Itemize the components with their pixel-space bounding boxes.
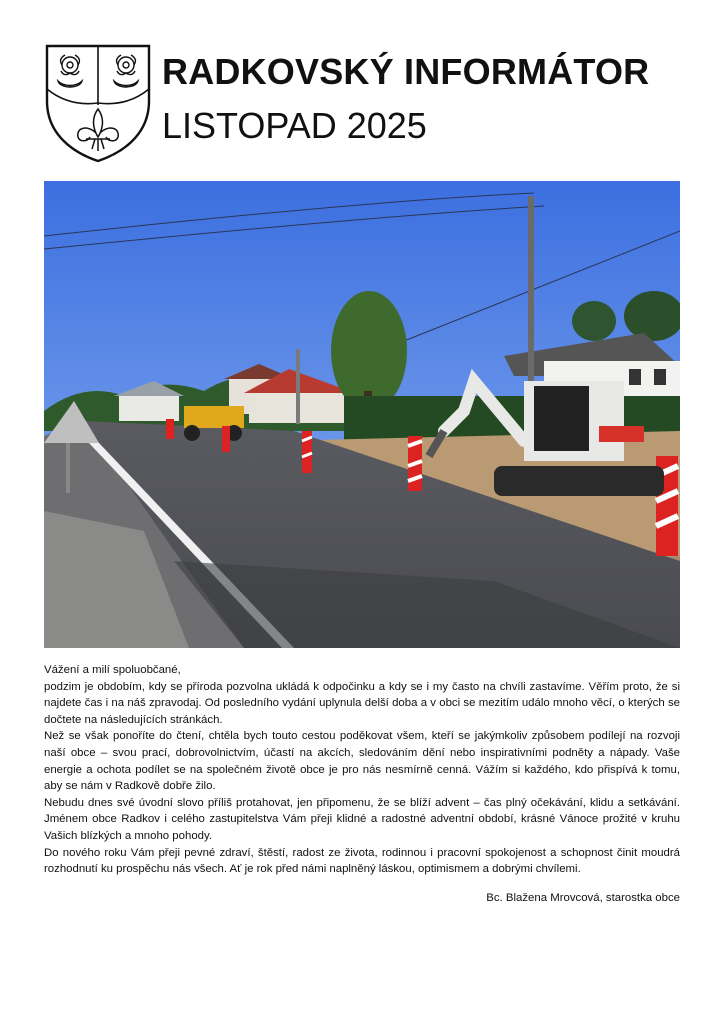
letter-greeting: Vážení a milí spoluobčané,: [44, 664, 181, 676]
letter-paragraph: Než se však ponoříte do čtení, chtěla bych touto cestou poděkovat všem, kteří se jakýmkoliv způsobem podílejí na rozvoji naší obce – svou prací, dobrovolnictvím, účastí na akcích, sledováním dění nebo inspirativními podněty a nápady. Vaše energie a ochota podílet se na společném životě obce je pro nás nesmírně cenná. Vážím si každého, kdo přispívá k tomu, aby se nám v Radkově dobře žilo.: [44, 730, 680, 793]
letter-signature: Bc. Blažena Mrovcová, starostka obce: [486, 892, 680, 904]
letter-paragraph: podzim je obdobím, kdy se příroda pozvolna ukládá k odpočinku a kdy se i my často na chvíli zastavíme. Věřím proto, že si najdete čas i na náš zpravodaj. Od posledního vydání uplynula delší doba a v obci se mezitím událo mnoho věcí, o kterých se dočtete na následujících stránkách.: [44, 680, 680, 726]
newsletter-title: RADKOVSKÝ INFORMÁTOR: [162, 51, 650, 92]
letter-paragraph: Do nového roku Vám přeji pevné zdraví, štěstí, radost ze života, rodinnou i pracovní spokojenost a schopnost činit moudrá rozhodnutí ku prospěchu nás všech. Ať je rok před námi naplněný láskou, optimismem a dobrými chvílemi.: [44, 846, 680, 876]
editorial-letter: [44, 662, 680, 878]
municipal-crest-icon: [44, 43, 152, 163]
road-construction-photo: [44, 181, 680, 648]
letter-paragraph: Nebudu dnes své úvodní slovo příliš protahovat, jen připomenu, že se blíží advent – čas plný očekávání, klidu a setkávání. Jménem obce Radkov i celého zastupitelstva Vám přeji klidné a radostné adventní období, krásné Vánoce prožité v kruhu Vašich blízkých a mnoho pohody.: [44, 796, 680, 842]
issue-date: LISTOPAD 2025: [162, 105, 427, 146]
